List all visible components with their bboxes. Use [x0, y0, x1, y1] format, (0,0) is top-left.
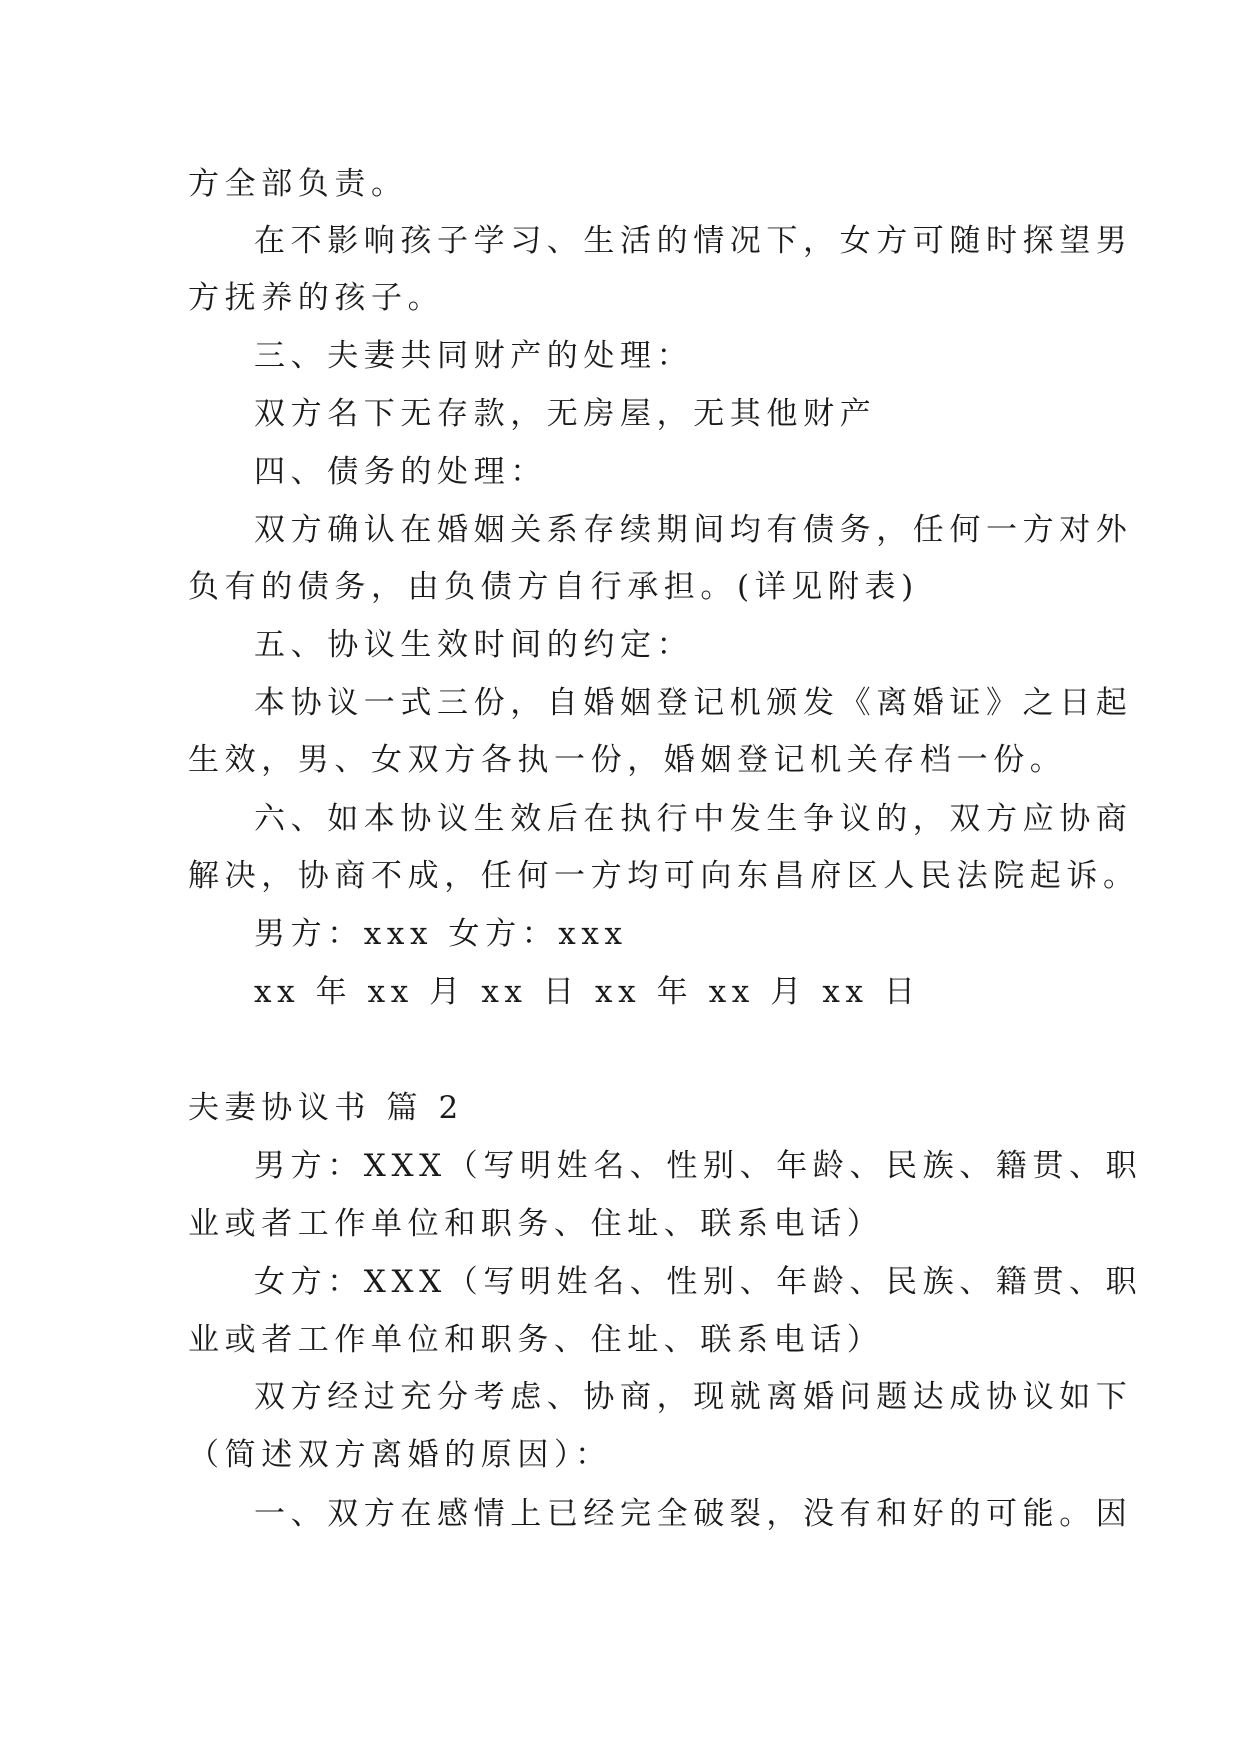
paragraph-line: 业或者工作单位和职务、住址、联系电话）	[188, 1322, 884, 1358]
paragraph-line: 方抚养的孩子。	[188, 280, 445, 316]
paragraph-line: 男方：XXX（写明姓名、性别、年龄、民族、籍贯、职	[254, 1148, 1143, 1184]
paragraph-line: 一、双方在感情上已经完全破裂，没有和好的可能。因	[254, 1496, 1133, 1532]
paragraph-line: 六、如本协议生效后在执行中发生争议的，双方应协商	[254, 801, 1133, 837]
section-title: 夫妻协议书 篇 2	[188, 1090, 464, 1126]
paragraph-line: 女方：XXX（写明姓名、性别、年龄、民族、籍贯、职	[254, 1264, 1143, 1300]
paragraph-line: 双方确认在婚姻关系存续期间均有债务，任何一方对外	[254, 512, 1133, 548]
paragraph-line: 双方名下无存款，无房屋，无其他财产	[254, 396, 877, 432]
paragraph-line: 解决，协商不成，任何一方均可向东昌府区人民法院起诉。	[188, 858, 1140, 894]
paragraph-line: 在不影响孩子学习、生活的情况下，女方可随时探望男	[254, 223, 1133, 259]
paragraph-line: （简述双方离婚的原因）：	[188, 1437, 612, 1473]
paragraph-line: 双方经过充分考虑、协商，现就离婚问题达成协议如下	[254, 1379, 1133, 1415]
paragraph-line: 五、协议生效时间的约定：	[254, 627, 694, 663]
paragraph-line: 三、夫妻共同财产的处理：	[254, 338, 694, 374]
signature-line: 男方：xxx 女方：xxx	[254, 916, 628, 952]
date-line: xx 年 xx 月 xx 日 xx 年 xx 月 xx 日	[254, 974, 921, 1010]
paragraph-line: 四、债务的处理：	[254, 454, 547, 490]
paragraph-line: 方全部负责。	[188, 166, 408, 202]
paragraph-line: 业或者工作单位和职务、住址、联系电话）	[188, 1206, 884, 1242]
paragraph-line: 生效，男、女双方各执一份，婚姻登记机关存档一份。	[188, 742, 1067, 778]
paragraph-line: 本协议一式三份，自婚姻登记机颁发《离婚证》之日起	[254, 685, 1133, 721]
paragraph-line: 负有的债务，由负债方自行承担。(详见附表)	[188, 569, 919, 605]
